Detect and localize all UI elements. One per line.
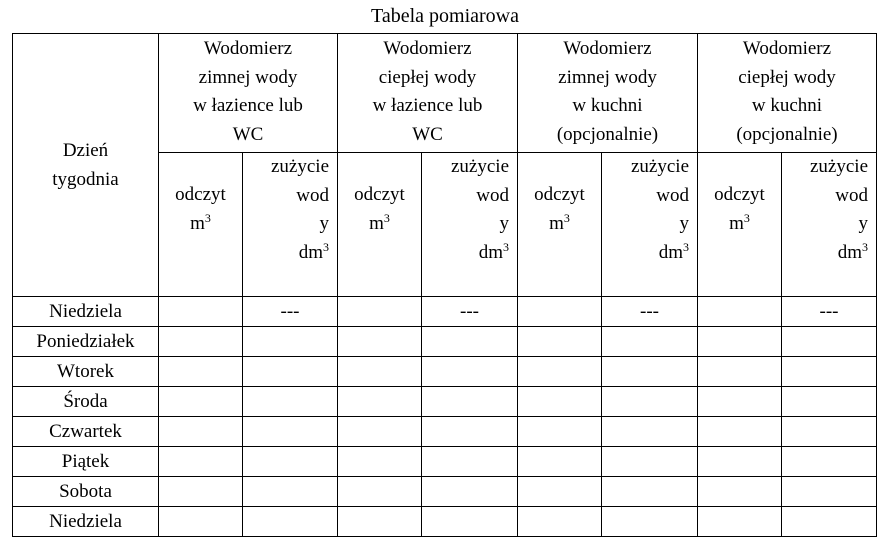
usage-cell[interactable] [602,477,698,507]
unit-text: m [369,212,384,234]
unit-exponent: 3 [383,210,390,225]
usage-line: zużycie [450,156,509,177]
usage-line: zużycie [630,156,689,177]
reading-unit [338,210,421,239]
day-cell: Niedziela [13,507,159,537]
usage-cell[interactable] [782,327,877,357]
meter-line: WC [412,123,443,145]
reading-cell[interactable] [159,297,243,327]
usage-unit [782,239,868,268]
reading-header [159,153,243,297]
table-row [13,477,877,507]
table-caption: Tabela pomiarowa [371,5,519,27]
usage-unit [422,239,509,268]
unit-text: dm [837,241,862,263]
reading-cell[interactable] [159,327,243,357]
meter-line: w łazience lub [193,95,303,116]
table-row [13,357,877,387]
usage-cell-empty-dash: --- [782,297,877,327]
reading-cell[interactable] [159,387,243,417]
reading-cell[interactable] [338,297,422,327]
reading-cell[interactable] [518,327,602,357]
usage-cell[interactable] [243,477,338,507]
usage-cell[interactable] [422,447,518,477]
reading-label: odczyt [714,184,765,205]
usage-line: wod [476,184,509,206]
usage-line: y [319,213,329,234]
meter-line: zimnej wody [558,66,657,88]
usage-cell[interactable] [602,387,698,417]
meter-line: Wodomierz [383,38,472,59]
reading-unit [159,210,242,239]
meter-line: w kuchni [751,95,823,116]
usage-cell[interactable] [243,357,338,387]
usage-cell-empty-dash: --- [422,297,518,327]
meter-header-hot-kitchen [698,34,877,153]
usage-header [602,153,698,297]
unit-text: dm [478,241,503,263]
day-cell: Czwartek [13,417,159,447]
meter-line: (opcjonalnie) [736,123,838,145]
day-header-line-2: tygodnia [52,169,119,190]
meter-header-hot-bathroom [338,34,518,153]
table-row [13,447,877,477]
reading-cell[interactable] [698,357,782,387]
reading-cell[interactable] [518,297,602,327]
day-cell: Środa [13,387,159,417]
reading-cell[interactable] [698,417,782,447]
reading-cell[interactable] [338,417,422,447]
reading-header [518,153,602,297]
unit-text: m [549,212,564,234]
reading-cell[interactable] [159,447,243,477]
reading-cell[interactable] [698,447,782,477]
usage-unit [243,239,329,268]
usage-cell[interactable] [243,447,338,477]
reading-label: odczyt [354,184,405,205]
usage-unit [602,239,689,268]
reading-cell[interactable] [338,357,422,387]
reading-cell[interactable] [518,417,602,447]
reading-cell[interactable] [518,477,602,507]
usage-cell-empty-dash: --- [602,297,698,327]
meter-header-cold-bathroom [159,34,338,153]
usage-header [243,153,338,297]
unit-text: m [729,212,744,234]
usage-cell-empty-dash: --- [243,297,338,327]
usage-cell[interactable] [243,417,338,447]
table-row [13,387,877,417]
meter-line: Wodomierz [563,38,652,59]
unit-text: dm [298,241,323,263]
usage-line: y [858,213,868,234]
usage-cell[interactable] [782,447,877,477]
usage-header [422,153,518,297]
unit-text: dm [658,241,683,263]
usage-line: wod [296,184,329,206]
usage-line: wod [656,184,689,206]
reading-cell[interactable] [698,327,782,357]
meter-line: ciepłej wody [378,66,477,88]
day-of-week-header [13,34,159,297]
unit-exponent: 3 [862,239,868,254]
usage-cell[interactable] [782,477,877,507]
usage-cell[interactable] [602,417,698,447]
usage-cell[interactable] [602,447,698,477]
day-cell: Piątek [13,447,159,477]
table-row [13,327,877,357]
usage-cell[interactable] [782,357,877,387]
table-row [13,417,877,447]
usage-cell[interactable] [782,417,877,447]
usage-cell[interactable] [782,387,877,417]
unit-exponent: 3 [683,239,689,254]
usage-header [782,153,877,297]
usage-line: y [679,213,689,234]
meter-line: w łazience lub [372,95,483,116]
day-header-line-1: Dzień [62,140,109,161]
table-row [13,297,877,327]
usage-cell[interactable] [422,477,518,507]
usage-cell[interactable] [422,417,518,447]
meter-line: (opcjonalnie) [556,123,659,145]
reading-cell[interactable] [698,297,782,327]
day-cell: Wtorek [13,357,159,387]
usage-cell[interactable] [602,327,698,357]
usage-line: wod [835,184,868,206]
meter-line: w kuchni [572,95,643,116]
day-cell: Niedziela [13,297,159,327]
reading-cell[interactable] [159,417,243,447]
unit-exponent: 3 [563,210,570,225]
reading-cell[interactable] [518,357,602,387]
meter-line: zimnej wody [198,66,298,88]
meter-line: ciepłej wody [738,66,836,88]
reading-header [338,153,422,297]
reading-unit [698,210,781,239]
usage-cell[interactable] [422,357,518,387]
reading-cell[interactable] [338,387,422,417]
unit-exponent: 3 [323,239,329,254]
unit-exponent: 3 [503,239,509,254]
usage-line: zużycie [270,156,329,177]
reading-cell[interactable] [698,477,782,507]
reading-cell[interactable] [159,477,243,507]
unit-exponent: 3 [204,210,211,225]
reading-cell[interactable] [338,447,422,477]
usage-cell[interactable] [422,387,518,417]
reading-label: odczyt [534,184,585,205]
reading-cell[interactable] [338,477,422,507]
meter-line: Wodomierz [742,38,832,59]
meter-header-cold-kitchen [518,34,698,153]
reading-cell[interactable] [518,447,602,477]
reading-cell[interactable] [518,387,602,417]
reading-unit [518,210,601,239]
measurement-table [12,33,877,537]
day-cell: Sobota [13,477,159,507]
reading-header [698,153,782,297]
meter-line: Wodomierz [203,38,293,59]
usage-cell[interactable] [243,387,338,417]
usage-cell[interactable] [243,327,338,357]
usage-cell[interactable] [422,327,518,357]
meter-line: WC [232,123,264,145]
unit-text: m [190,212,205,234]
usage-line: zużycie [809,156,868,177]
reading-cell[interactable] [338,327,422,357]
unit-exponent: 3 [743,210,750,225]
reading-cell[interactable] [159,357,243,387]
usage-cell[interactable] [602,357,698,387]
day-cell: Poniedziałek [13,327,159,357]
reading-label: odczyt [175,184,226,205]
usage-line: y [499,213,509,234]
reading-cell[interactable] [698,387,782,417]
